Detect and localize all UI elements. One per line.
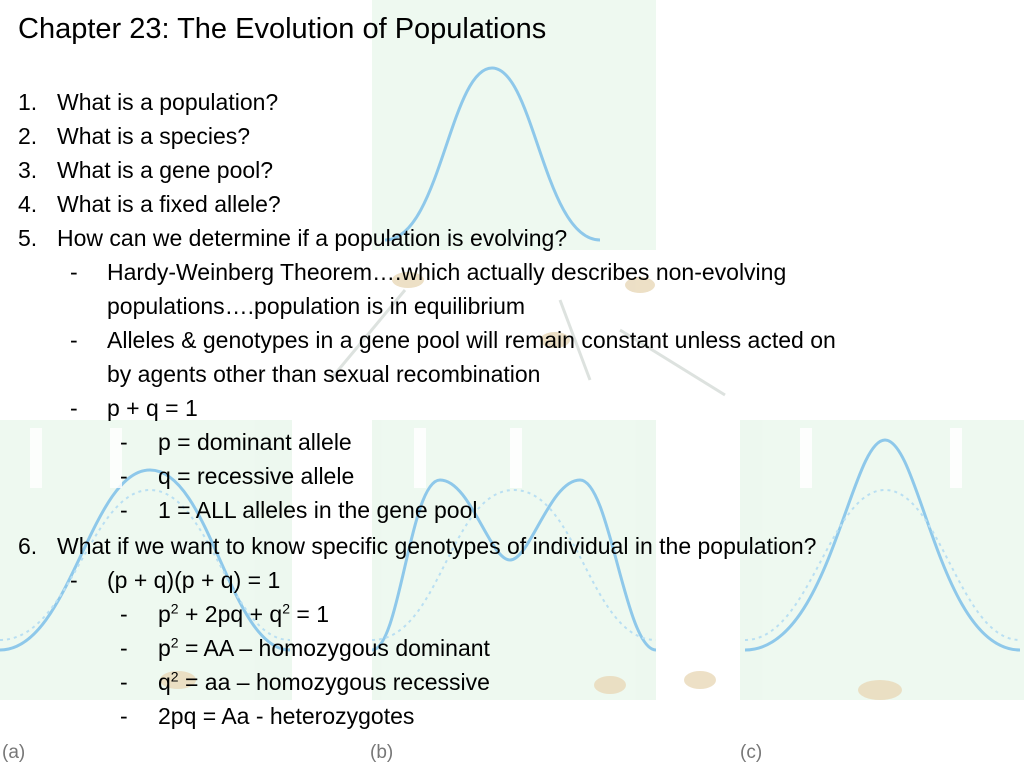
dash-marker: - — [120, 669, 128, 695]
question-number: 4. — [18, 191, 38, 217]
question-text: What is a species? — [57, 123, 251, 149]
point-text: Hardy-Weinberg Theorem….which actually describes non-evolving — [107, 259, 787, 285]
point-text: populations….population is in equilibrium — [107, 293, 526, 319]
dash-marker: - — [120, 703, 128, 729]
question-text: How can we determine if a population is evolving? — [57, 225, 568, 251]
equation-text: $p^2 + 2pq + q^2 = 1$ — [158, 600, 329, 627]
figure-caption-c: (c) — [740, 742, 763, 763]
question-text: What if we want to know specific genotypes of individual in the population? — [57, 533, 817, 559]
dash-marker: - — [120, 601, 128, 627]
question-number: 1. — [18, 89, 38, 115]
question-text: What is a population? — [57, 89, 279, 115]
point-text: 1 = ALL alleles in the gene pool — [158, 497, 478, 523]
figure-caption-b: (b) — [370, 742, 394, 763]
slide-title: Chapter 23: The Evolution of Populations — [18, 13, 547, 45]
dash-marker: - — [70, 395, 78, 421]
point-text: Alleles & genotypes in a gene pool will remain constant unless acted on — [107, 327, 836, 353]
point-text: $q^2$ = aa – homozygous recessive — [158, 668, 490, 695]
dash-marker: - — [70, 567, 78, 593]
dash-marker: - — [120, 635, 128, 661]
dash-marker: - — [120, 497, 128, 523]
point-text: p = dominant allele — [158, 429, 352, 455]
dash-marker: - — [70, 259, 78, 285]
dash-marker: - — [70, 327, 78, 353]
dash-marker: - — [120, 463, 128, 489]
point-text: p + q = 1 — [107, 395, 198, 421]
question-number: 6. — [18, 533, 38, 559]
question-text: What is a gene pool? — [57, 157, 274, 183]
question-number: 2. — [18, 123, 38, 149]
question-number: 5. — [18, 225, 38, 251]
point-text: q = recessive allele — [158, 463, 355, 489]
point-text: $p^2$ = AA – homozygous dominant — [158, 634, 490, 661]
dash-marker: - — [120, 429, 128, 455]
hardy-weinberg-point-cont — [107, 289, 525, 323]
point-text: 2pq = Aa - heterozygotes — [158, 703, 415, 729]
point-text: by agents other than sexual recombination — [107, 361, 541, 387]
question-text: What is a fixed allele? — [57, 191, 281, 217]
figure-caption-a: (a) — [2, 742, 26, 763]
point-text: (p + q)(p + q) = 1 — [107, 567, 281, 593]
alleles-point-cont — [107, 357, 540, 391]
question-number: 3. — [18, 157, 38, 183]
